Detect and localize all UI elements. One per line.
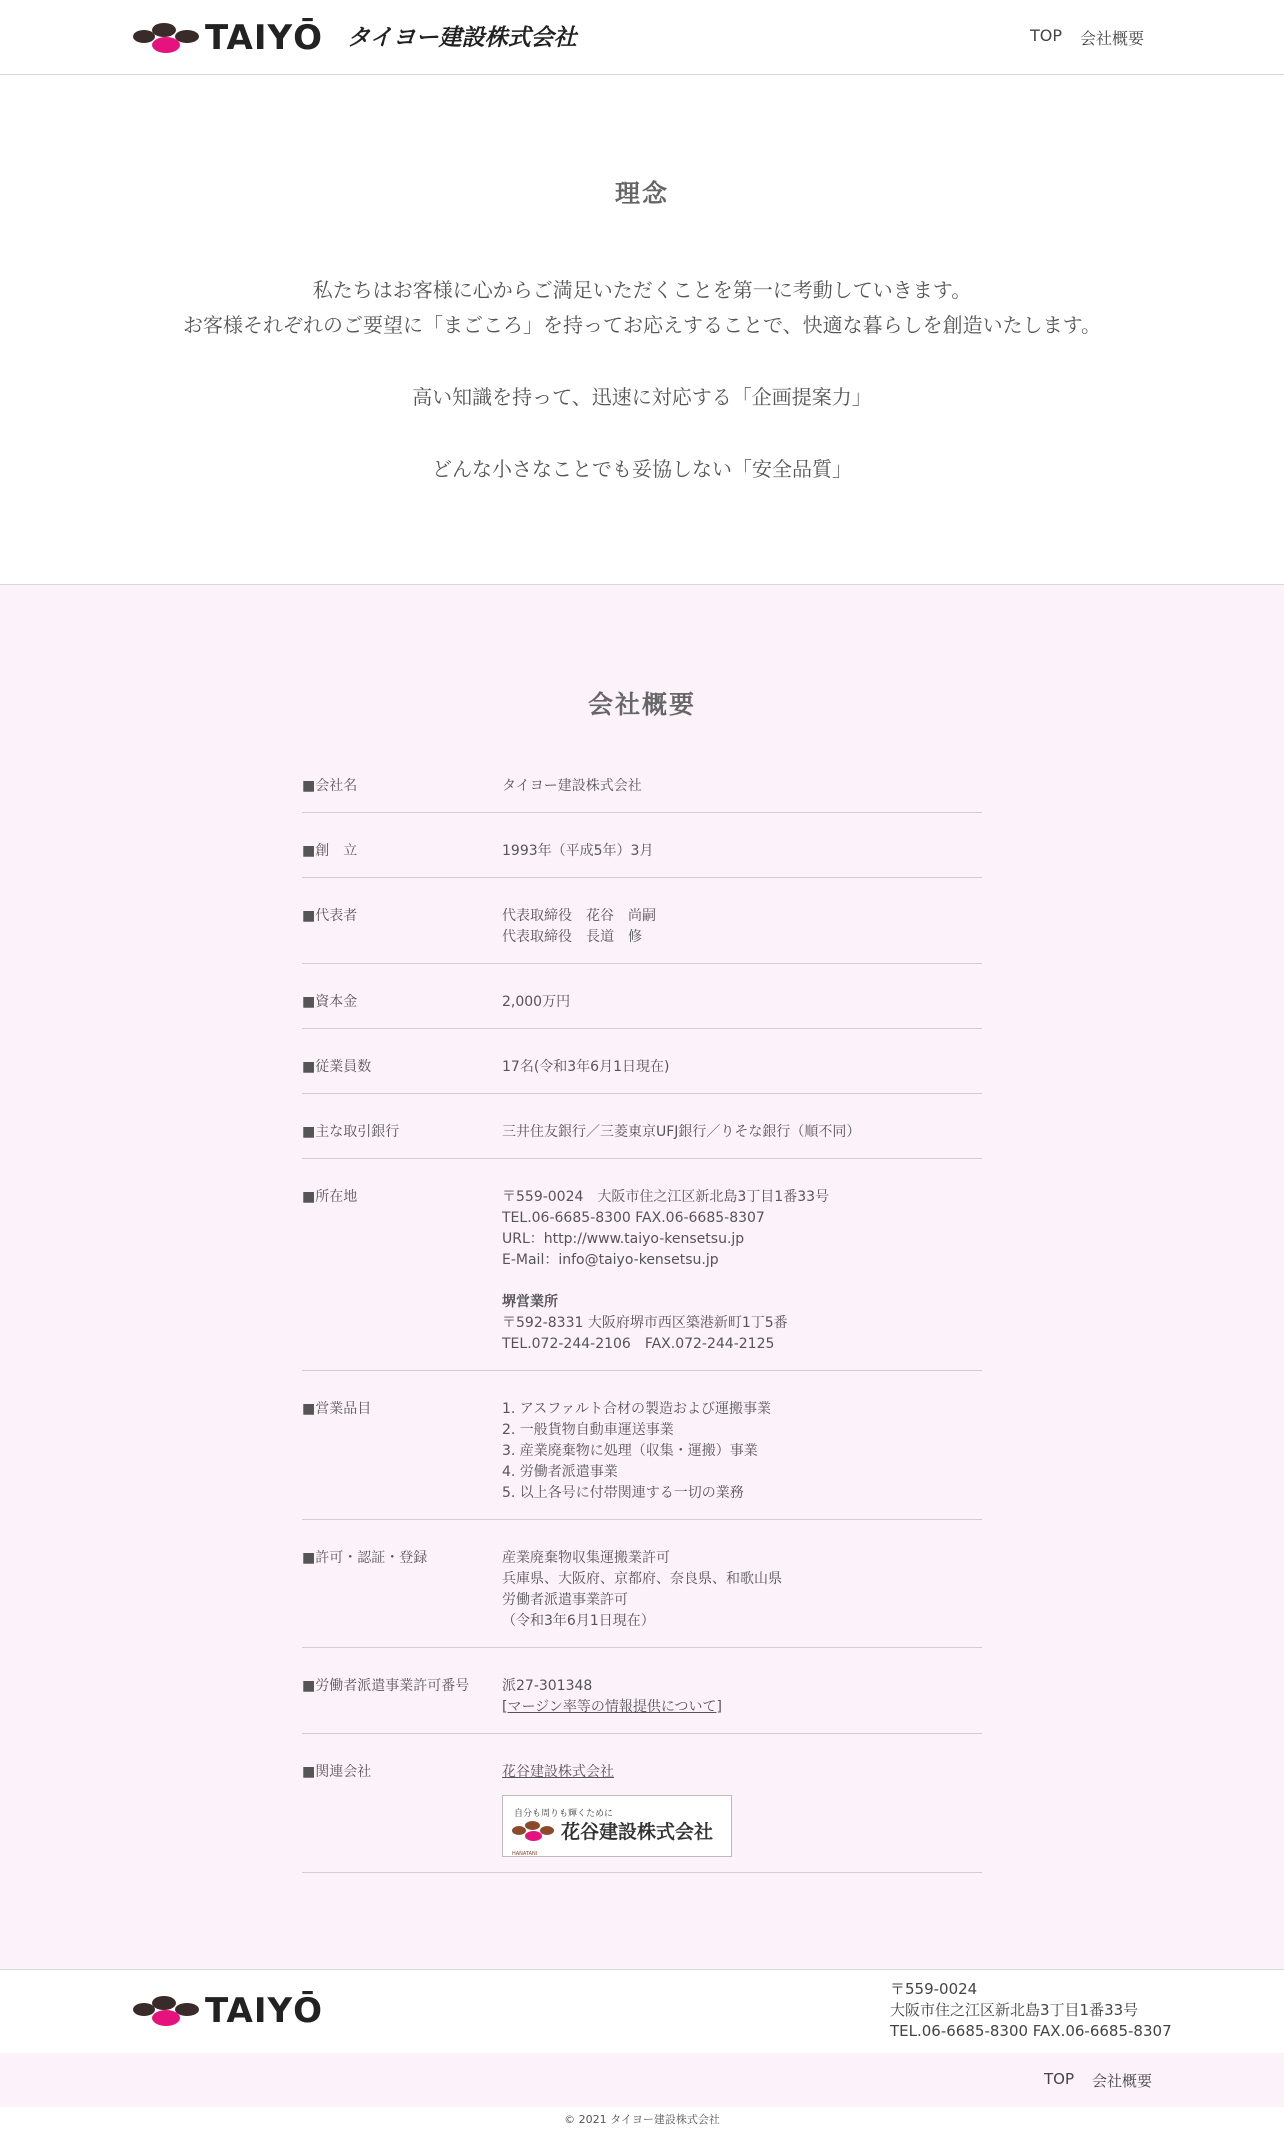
info-value-line: 2,000万円 (502, 994, 571, 1010)
overview-title: 会社概要 (587, 690, 696, 719)
info-row-label: ■所在地 (302, 1189, 358, 1205)
info-row-label: ■代表者 (302, 908, 358, 924)
footer-nav-top-link[interactable]: TOP (1043, 2070, 1074, 2088)
info-value-line: 〒592-8331 大阪府堺市西区築港新町1丁5番 (502, 1315, 788, 1331)
footer-address-line: 大阪市住之江区新北島3丁目1番33号 (890, 2001, 1139, 2019)
philosophy-title: 理念 (614, 179, 669, 208)
info-value-line: 堺営業所 (502, 1294, 558, 1310)
related-company-link[interactable]: 花谷建設株式会社 (502, 1764, 614, 1780)
info-row (302, 1057, 982, 1094)
nav-top-link[interactable]: TOP (1029, 26, 1062, 45)
site-header (0, 0, 1284, 75)
info-row-label: ■資本金 (302, 994, 358, 1010)
hanatani-logo-icon (512, 1820, 554, 1846)
info-value-line (502, 1271, 982, 1292)
philosophy-section (0, 76, 1284, 585)
logo-company-name: タイヨー建設株式会社 (347, 25, 577, 51)
info-row-value (502, 1122, 982, 1143)
footer-address-line: TEL.06-6685-8300 FAX.06-6685-8307 (890, 2022, 1172, 2040)
info-row (302, 992, 982, 1029)
footer-logo[interactable] (133, 1991, 323, 2031)
info-row-label: ■関連会社 (302, 1764, 372, 1780)
info-row (302, 776, 982, 813)
info-value-line: 労働者派遣事業許可 (502, 1592, 628, 1608)
info-value-line: 兵庫県、大阪府、京都府、奈良県、和歌山県 (502, 1571, 782, 1587)
footer-address (890, 1979, 1172, 2042)
info-row (302, 1399, 982, 1520)
philosophy-line: お客様それぞれのご要望に「まごころ」を持ってお応えすることで、快適な暮らしを創造いたします。 (183, 313, 1101, 337)
info-value-line: 1993年（平成5年）3月 (502, 843, 654, 859)
philosophy-line: 高い知識を持って、迅速に対応する「企画提案力」 (412, 385, 872, 409)
banner-sub: HANATANI (512, 1851, 538, 1857)
philosophy-line: 私たちはお客様に心からご満足いただくことを第一に考動していきます。 (312, 278, 972, 302)
info-row (302, 1122, 982, 1159)
info-row-value (502, 841, 982, 862)
logo-wordmark: TAIYŌ (205, 18, 324, 58)
info-row-value (502, 776, 982, 797)
philosophy-line: どんな小さなことでも妥協しない「安全品質」 (432, 457, 852, 481)
info-value-line: （令和3年6月1日現在） (502, 1613, 655, 1629)
info-row (302, 1762, 982, 1873)
banner-tagline: 自分も周りも輝くために (514, 1809, 614, 1819)
info-value-line: 4. 労働者派遣事業 (502, 1464, 618, 1480)
info-value-line: 5. 以上各号に付帯関連する一切の業務 (502, 1485, 744, 1501)
company-info-table (302, 776, 982, 1901)
copyright: © 2021 タイヨー建設株式会社 (564, 2113, 720, 2126)
info-row (302, 1187, 982, 1371)
info-value-line: 派27-301348 (502, 1678, 593, 1694)
info-value-line: TEL.072-244-2106 FAX.072-244-2125 (502, 1336, 775, 1352)
info-value-line: タイヨー建設株式会社 (502, 778, 642, 794)
info-value-line: URL：http://www.taiyo-kensetsu.jp (502, 1231, 745, 1247)
footer-logo-wordmark: TAIYŌ (205, 1991, 324, 2031)
info-value-line: E-Mail：info@taiyo-kensetsu.jp (502, 1252, 719, 1268)
info-value-line: 三井住友銀行／三菱東京UFJ銀行／りそな銀行（順不同） (502, 1124, 861, 1140)
logo-mark-icon (133, 18, 201, 58)
info-row-label: ■許可・認証・登録 (302, 1550, 428, 1566)
company-overview-section (0, 585, 1284, 1969)
info-value-line: 〒559-0024 大阪市住之江区新北島3丁目1番33号 (502, 1189, 830, 1205)
nav-company-link[interactable]: 会社概要 (1079, 29, 1144, 48)
info-row-label: ■従業員数 (302, 1059, 372, 1075)
footer-nav-company-link[interactable]: 会社概要 (1091, 2072, 1152, 2090)
info-row-value (502, 1548, 982, 1632)
info-row-label: ■営業品目 (302, 1401, 372, 1417)
info-row (302, 906, 982, 964)
info-row (302, 841, 982, 878)
site-footer (0, 1969, 1284, 2053)
info-value-line: 3. 産業廃棄物に処理（収集・運搬）事業 (502, 1443, 758, 1459)
global-nav (1030, 26, 1144, 49)
logo-mark-icon (133, 1991, 201, 2031)
margin-info-link[interactable]: [マージン率等の情報提供について] (502, 1699, 723, 1715)
info-row-value (502, 1676, 982, 1718)
footer-nav (1044, 2070, 1152, 2091)
site-logo[interactable] (133, 18, 577, 58)
info-row-label: ■労働者派遣事業許可番号 (302, 1678, 470, 1694)
info-value-line: 2. 一般貨物自動車運送事業 (502, 1422, 674, 1438)
info-row-value (502, 1057, 982, 1078)
banner-company-name: 花谷建設株式会社 (561, 1821, 714, 1843)
info-row (302, 1548, 982, 1648)
info-value-line: 1. アスファルト合材の製造および運搬事業 (502, 1401, 771, 1417)
related-company-banner[interactable] (502, 1795, 732, 1857)
info-value-line: 代表取締役 長道 修 (502, 929, 642, 945)
info-value-line: 代表取締役 花谷 尚嗣 (502, 908, 656, 924)
footer-address-line: 〒559-0024 (890, 1980, 978, 1998)
copyright-bar (0, 2107, 1284, 2131)
info-row-label: ■創 立 (302, 843, 358, 859)
info-row (302, 1676, 982, 1734)
info-row-label: ■主な取引銀行 (302, 1124, 400, 1140)
info-row-value (502, 1399, 982, 1504)
info-row-value (502, 1187, 982, 1355)
footer-nav-bar (0, 2053, 1284, 2107)
info-value-line: TEL.06-6685-8300 FAX.06-6685-8307 (502, 1210, 765, 1226)
info-row-value (502, 906, 982, 948)
info-value-line: 産業廃棄物収集運搬業許可 (502, 1550, 670, 1566)
info-row-value (502, 1762, 982, 1857)
info-row-value (502, 992, 982, 1013)
info-value-line: 17名(令和3年6月1日現在) (502, 1059, 670, 1075)
info-row-label: ■会社名 (302, 778, 358, 794)
